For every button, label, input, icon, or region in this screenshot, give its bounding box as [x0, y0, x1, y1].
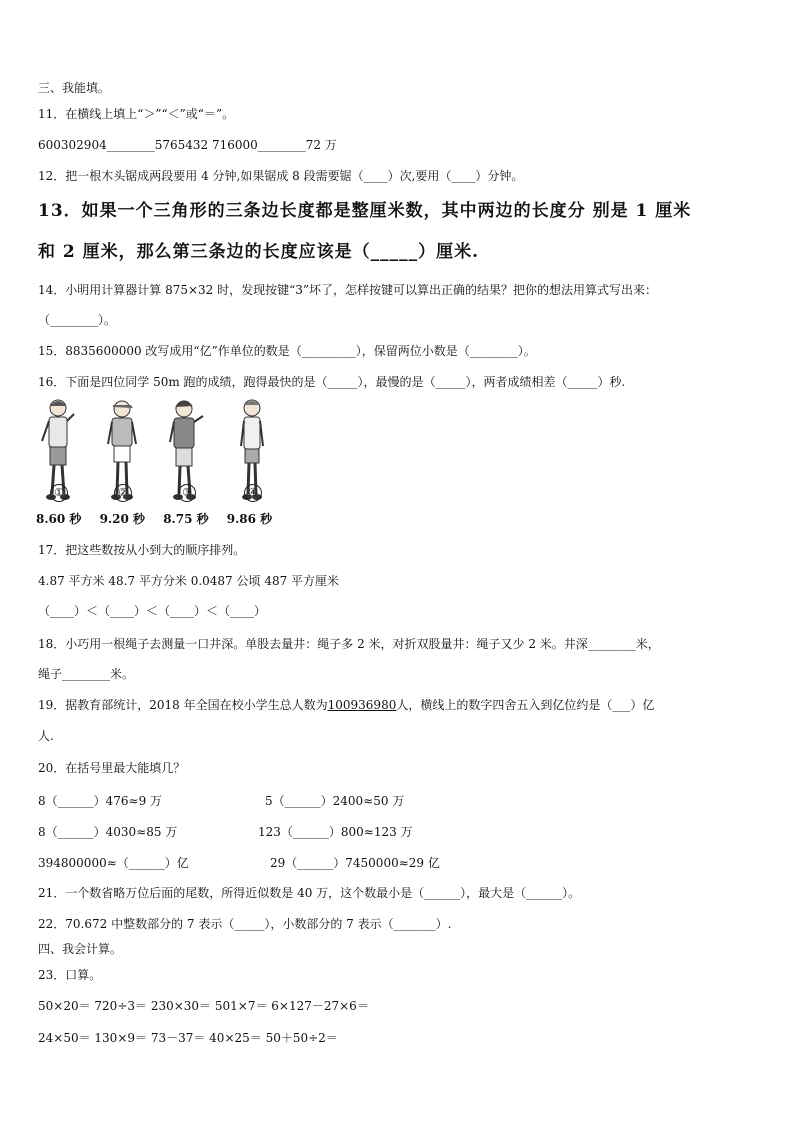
question-17: 17．把这些数按从小到大的顺序排列。 — [38, 543, 246, 557]
mental-math-row1: 50×20＝ 720÷3＝ 230×30＝ 501×7＝ 6×127－27×6＝ — [38, 999, 369, 1013]
question-11: 11．在横线上填上“＞”“＜”或“＝”。 — [38, 107, 235, 121]
question-18-line2: 绳子________米。 — [38, 667, 135, 681]
question-19-line2: 人. — [38, 729, 54, 743]
section-three-title: 三、我能填。 — [38, 81, 111, 95]
run-time-3: 8.75 秒 — [163, 512, 209, 526]
question-20: 20．在括号里最大能填几？ — [38, 761, 186, 775]
question-19-post: 人，横线上的数字四舍五入到亿位约是（___）亿 — [396, 698, 655, 712]
question-11-items: 600302904________5765432 716000________72 万 — [38, 138, 337, 152]
mental-math-row2: 24×50＝ 130×9＝ 73－37＝ 40×25＝ 50＋50÷2＝ — [38, 1031, 338, 1045]
question-13-line1: 13．如果一个三角形的三条边长度都是整厘米数，其中两边的长度分 别是 1 厘米 — [38, 201, 692, 221]
q20-row2-right: 123（______）800≈123 万 — [258, 825, 413, 839]
question-18-line1: 18．小巧用一根绳子去测量一口井深。单股去量井：绳子多 2 米，对折双股量井：绳子又少 2 米。井深________米， — [38, 637, 660, 651]
question-19-pre: 19．据教育部统计，2018 年全国在校小学生总人数为 — [38, 698, 328, 712]
question-17-values: 4.87 平方米 48.7 平方分米 0.0487 公顷 487 平方厘米 — [38, 574, 340, 588]
question-23: 23．口算。 — [38, 968, 102, 982]
question-16: 16．下面是四位同学 50m 跑的成绩，跑得最快的是（_____），最慢的是（_____），两者成绩相差（_____）秒. — [38, 375, 626, 389]
figure-label-2: ② — [114, 484, 132, 502]
run-time-2: 9.20 秒 — [99, 512, 145, 526]
question-14-line1: 14．小明用计算器计算 875×32 时，发现按键“3”坏了，怎样按键可以算出正确的结果？把你的想法用算式写出来： — [38, 283, 658, 297]
question-17-order: （____）＜（____）＜（____）＜（____） — [38, 604, 267, 618]
question-12: 12．把一根木头锯成两段要用 4 分钟,如果锯成 8 段需要锯（____）次,要用（____）分钟。 — [38, 169, 524, 183]
q20-row1-right: 5（______）2400≈50 万 — [265, 794, 405, 808]
q20-row2-left: 8（______）4030≈85 万 — [38, 825, 178, 839]
question-14-line2: （________）。 — [38, 313, 117, 327]
section-four-title: 四、我会计算。 — [38, 942, 123, 956]
student-total-number: 100936980 — [327, 698, 397, 712]
question-19-line1 — [38, 697, 654, 713]
question-21: 21．一个数省略万位后面的尾数，所得近似数是 40 万，这个数最小是（______），最大是（______）。 — [38, 886, 581, 900]
q20-row3-right: 29（______）7450000≈29 亿 — [270, 856, 440, 870]
figure-label-3: ③ — [178, 484, 196, 502]
question-13-line2: 和 2 厘米，那么第三条边的长度应该是（_____）厘米. — [38, 242, 480, 262]
run-times — [36, 510, 286, 527]
q20-row1-left: 8（______）476≈9 万 — [38, 794, 163, 808]
figure-label-4: ④ — [244, 484, 262, 502]
q20-row3-left: 394800000≈（______）亿 — [38, 856, 189, 870]
question-22: 22．70.672 中整数部分的 7 表示（_____），小数部分的 7 表示（_______）. — [38, 917, 452, 931]
run-time-4: 9.86 秒 — [226, 512, 273, 526]
run-time-1: 8.60 秒 — [36, 512, 82, 526]
figure-label-1: ① — [50, 484, 68, 502]
question-15: 15．8835600000 改写成用“亿”作单位的数是（_________），保留两位小数是（________）。 — [38, 344, 536, 358]
